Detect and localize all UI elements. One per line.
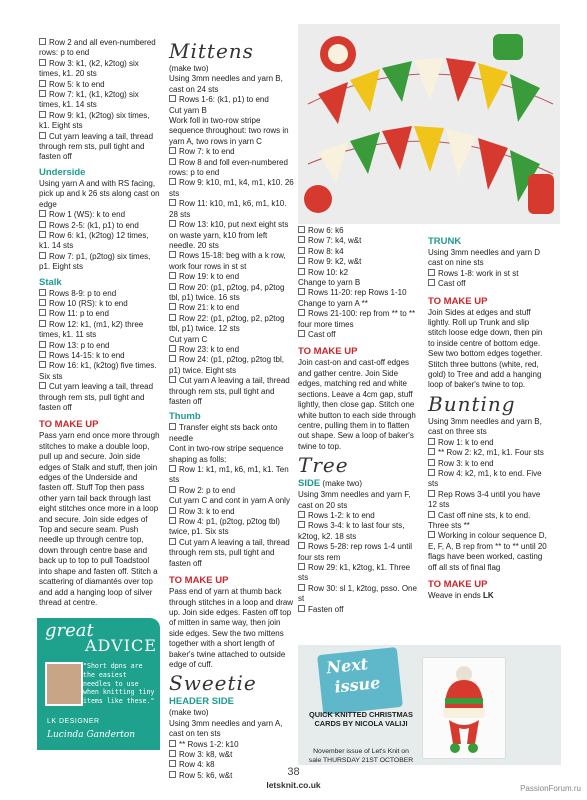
final-make-up-heading: TO MAKE UP — [428, 578, 488, 590]
row-text: Cast off — [438, 279, 466, 289]
pattern-row — [39, 132, 161, 163]
pattern-row — [169, 272, 295, 282]
row-text: Cast off nine sts, k to end. Three sts ** — [428, 510, 531, 530]
pattern-row — [169, 251, 295, 272]
row-text: Rows 5-28: rep rows 1-4 until four sts rem — [298, 542, 413, 562]
pattern-row — [169, 147, 295, 157]
checkbox-icon — [428, 448, 435, 455]
row-text: Row 1 (WS): k to end — [49, 210, 126, 220]
pattern-row — [298, 563, 420, 584]
pattern-row — [298, 330, 420, 340]
row-text: Row 3: k1, (k2, k2tog) six times, k1. 20 sts — [39, 58, 139, 79]
checkbox-icon — [298, 605, 305, 612]
great-advice-box — [37, 618, 160, 750]
pattern-row — [39, 231, 161, 252]
checkbox-icon — [298, 226, 305, 233]
sweetie-title: Sweetie — [169, 671, 257, 696]
checkbox-icon — [39, 210, 46, 217]
row-text: Cut yarn leaving a tail, thread through rem sts, pull tight and fasten off — [39, 382, 154, 412]
checkbox-icon — [39, 289, 46, 296]
bunting-title: Bunting — [428, 391, 516, 416]
checkbox-icon — [428, 459, 435, 466]
pattern-row — [39, 351, 161, 361]
row-text: Using 3mm needles and yarn B, cast on three sts — [428, 416, 542, 437]
column-3 — [298, 226, 420, 615]
side-heading: SIDE — [298, 478, 321, 490]
page-number: 38 — [287, 766, 300, 778]
row-text: Rows 14-15: k to end — [49, 350, 125, 360]
checkbox-icon — [298, 268, 305, 275]
pattern-row — [169, 444, 295, 465]
row-text: Cut yarn B — [169, 105, 207, 115]
row-text: Rows 15-18: beg with a k row, work four rows in st st — [169, 251, 286, 271]
checkbox-icon — [298, 511, 305, 518]
pattern-row — [169, 220, 295, 251]
row-text: Row 20: (p1, p2tog, p4, p2tog tbl, p1) twice. 16 sts — [169, 282, 285, 302]
row-text: Row 3: k to end — [179, 506, 235, 516]
pattern-row — [39, 80, 161, 90]
row-text: Cut yarn C — [169, 334, 208, 344]
row-text: Using 3mm needles and yarn A, cast on ten sts — [169, 718, 283, 739]
pattern-row — [169, 740, 295, 750]
checkbox-icon — [428, 531, 435, 538]
row-text: Cut yarn leaving a tail, thread through rem sts, pull tight and fasten off — [39, 131, 154, 162]
row-text: Row 19: k to end — [179, 272, 240, 282]
next-issue-badge — [317, 647, 403, 715]
checkbox-icon — [169, 272, 176, 279]
pattern-row — [39, 309, 161, 319]
checkbox-icon — [298, 257, 305, 264]
pattern-row — [39, 252, 161, 273]
checkbox-icon — [169, 465, 176, 472]
pattern-row — [428, 531, 550, 573]
pattern-row — [169, 486, 295, 496]
advice-word: ADVICE — [85, 636, 157, 655]
bunting-illustration — [298, 24, 560, 224]
checkbox-icon — [39, 132, 46, 139]
pattern-row — [298, 278, 420, 288]
next-issue-promo — [298, 645, 561, 765]
row-text: Row 1: k1, m1, k6, m1, k1. Ten sts — [169, 465, 289, 485]
checkbox-icon — [169, 199, 176, 206]
pattern-row — [169, 750, 295, 760]
issue-label: issue — [333, 672, 382, 697]
row-text: Row 8: k4 — [308, 246, 344, 256]
row-text: Row 7: p1, (p2tog) six times, p1. Eight sts — [39, 251, 151, 272]
row-text: (make two) — [169, 708, 209, 718]
row-text: Rep Rows 3-4 until you have 12 sts — [428, 489, 541, 510]
checkbox-icon — [298, 521, 305, 528]
checkbox-icon — [39, 351, 46, 358]
pattern-row — [298, 584, 420, 605]
row-text: Row 13: p to end — [49, 340, 110, 350]
advice-great: great — [45, 620, 94, 641]
pattern-row — [169, 178, 295, 199]
thumb-heading: Thumb — [169, 411, 201, 423]
checkbox-icon — [169, 355, 176, 362]
checkbox-icon — [428, 279, 435, 286]
pattern-row — [169, 507, 295, 517]
checkbox-icon — [298, 584, 305, 591]
checkbox-icon — [428, 490, 435, 497]
tree-side-rows — [298, 490, 420, 615]
pattern-row — [169, 158, 295, 179]
row-text: Using 3mm needles and yarn F, cast on 20 sts — [298, 490, 411, 510]
row-text: (make two) — [169, 64, 209, 73]
row-text: Cut yarn C and cont in yarn A only — [169, 496, 290, 506]
checkbox-icon — [169, 345, 176, 352]
checkbox-icon — [169, 303, 176, 310]
bunting-rows — [428, 417, 550, 573]
row-text: Row 10 (RS): k to end — [49, 298, 128, 308]
row-text: Row 7: k to end — [179, 147, 235, 157]
row-text: Using 3mm needles and yarn D cast on nine sts — [428, 248, 541, 268]
stalk-rows — [39, 289, 161, 414]
pattern-row — [428, 417, 550, 438]
pattern-row — [169, 116, 295, 147]
row-text: Change to yarn B — [298, 278, 361, 288]
row-text: Rows 3-4: k to last four sts, k2tog, k2. 18 sts — [298, 521, 405, 541]
row-text: Rows 2-5: (k1, p1) to end — [49, 220, 139, 230]
pattern-row — [428, 459, 550, 469]
pattern-row — [169, 283, 295, 304]
row-text: Rows 1-6: (k1, p1) to end — [179, 95, 269, 105]
checkbox-icon — [169, 376, 176, 383]
row-text: Row 9: k1, (k2tog) six times, k1. Eight sts — [39, 110, 150, 131]
pattern-row — [428, 469, 550, 490]
row-text: Row 6: k6 — [308, 226, 344, 235]
pattern-row — [39, 111, 161, 132]
trunk-heading: TRUNK — [428, 236, 462, 247]
pattern-row — [298, 521, 420, 542]
mittens-title: Mittens — [169, 39, 254, 63]
pattern-row — [39, 289, 161, 299]
side-note: (make two) — [322, 479, 362, 489]
checkbox-icon — [39, 80, 46, 87]
row-text: Rows 11-20: rep Rows 1-10 — [308, 288, 407, 298]
checkbox-icon — [39, 320, 46, 327]
row-text: Transfer eight sts back onto needle — [169, 423, 278, 443]
pattern-row — [428, 511, 550, 532]
header-side-heading: HEADER SIDE — [169, 696, 234, 708]
pattern-row — [298, 605, 420, 615]
checkbox-icon — [169, 740, 176, 747]
row-text: Change to yarn A ** — [298, 298, 368, 308]
row-text: Cut yarn A leaving a tail, thread through rem sts, pull tight and fasten off — [169, 376, 290, 406]
pattern-row — [169, 314, 295, 335]
row-text: Row 4: k8 — [179, 760, 215, 770]
advice-quote: "Short dpns are the easiest needles to use when knitting tiny items like these." — [83, 662, 155, 706]
row-text: Row 4: p1, (p2tog, p2tog tbl) twice, p1. Six sts — [169, 517, 280, 537]
checkbox-icon — [39, 231, 46, 238]
pattern-row — [428, 269, 550, 279]
checkbox-icon — [169, 158, 176, 165]
row-text: Row 16: k1, (k2tog) five times. Six sts — [39, 361, 157, 381]
row-text: Cont in two-row stripe sequence shaping as folls: — [169, 444, 284, 464]
pattern-row — [298, 236, 420, 246]
row-text: Cut yarn A leaving a tail, thread through rem sts, pull tight and fasten off — [169, 537, 290, 568]
make-up-text: Join cast-on and cast-off edges and gather centre. Join Side edges, matching red and white sections. Leave a 4cm gap, stuff lightly, then close gap. Stitch one white button to each side through centre, pulling them in to flatten out shape. Sew a loop of baker's twine to top. — [298, 358, 416, 451]
stalk-heading: Stalk — [39, 276, 62, 288]
row-text: Row 23: k to end — [179, 344, 240, 354]
pattern-row — [298, 257, 420, 267]
checkbox-icon — [39, 38, 46, 45]
pattern-row — [169, 64, 295, 74]
pattern-row — [39, 382, 161, 413]
pattern-row — [169, 423, 295, 444]
checkbox-icon — [428, 511, 435, 518]
checkbox-icon — [298, 288, 305, 295]
row-text: Rows 8-9: p to end — [49, 288, 117, 298]
pattern-row — [428, 438, 550, 448]
pattern-row — [298, 247, 420, 257]
pattern-row — [298, 226, 420, 236]
row-text: Row 7: k4, w&t — [308, 236, 362, 246]
tree-title: Tree — [298, 453, 349, 478]
checkbox-icon — [169, 178, 176, 185]
checkbox-icon — [428, 269, 435, 276]
pattern-row — [169, 74, 295, 95]
pattern-row — [169, 376, 295, 407]
next-label: Next — [325, 654, 369, 678]
pattern-row — [169, 95, 295, 105]
designer-label: LK DESIGNER — [47, 718, 100, 725]
checkbox-icon — [39, 309, 46, 316]
checkbox-icon — [428, 438, 435, 445]
website-url: letsknit.co.uk — [266, 780, 321, 790]
checkbox-icon — [298, 330, 305, 337]
checkbox-icon — [39, 382, 46, 389]
checkbox-icon — [298, 542, 305, 549]
row-text: Row 5: k6, w&t — [179, 770, 233, 780]
row-text: Row 30: sl 1, k2tog, psso. One st — [298, 583, 417, 604]
watermark: PassionForum.ru — [520, 784, 581, 793]
thumb-rows — [169, 423, 295, 569]
row-text: ** Row 2: k2, m1, k1. Four sts — [438, 448, 544, 458]
final-text: Weave in ends — [428, 590, 481, 600]
checkbox-icon — [298, 309, 305, 316]
row-text: Rows 1-8: work in st st — [438, 268, 519, 278]
pattern-row — [428, 490, 550, 511]
pattern-row — [39, 341, 161, 351]
make-up-text: Join Sides at edges and stuff lightly. Roll up Trunk and slip stitch loose edge down, then pin to inside centre of bottom edge. Sew two bottom edges together. Stitch three buttons (white, red, gold) to Tree and add a hanging loop of baker's twine to top. — [428, 307, 543, 390]
make-up-heading: TO MAKE UP — [298, 346, 358, 358]
pattern-row — [298, 490, 420, 511]
pattern-row — [39, 299, 161, 309]
row-text: Work foll in two-row stripe sequence throughout: two rows in yarn A, two rows in yarn C — [169, 116, 289, 146]
trunk-rows — [428, 248, 550, 290]
row-text: Using 3mm needles and yarn B, cast on 24 sts — [169, 74, 283, 94]
pattern-row — [169, 719, 295, 740]
make-up-text: Pass yarn end once more through stitches to make a double loop, pull up and secure. Join side edges of Stalk and stuff, then join edges of the Underside and fasten off. Stuff Top then pass other yarn tail back through last eight stitches once more in a loop and secure. Join side edges of Top and secure seam. Push needle up through centre top, down through centre base and back up to top to pull Toadstool into shape and fasten off. Stitch a scattering of diamantés over top and add a hanging loop of silver thread at centre. — [39, 431, 160, 607]
underside-heading: Underside — [39, 166, 86, 178]
underside-rows — [39, 179, 161, 273]
pattern-row — [298, 299, 420, 309]
row-text: Row 3: k to end — [438, 458, 494, 468]
checkbox-icon — [39, 90, 46, 97]
pattern-row — [169, 496, 295, 506]
column-2 — [169, 38, 295, 781]
lk-sign: LK — [483, 590, 494, 600]
row-text: Row 21: k to end — [179, 303, 240, 313]
checkbox-icon — [169, 314, 176, 321]
pattern-row — [428, 248, 550, 269]
checkbox-icon — [169, 750, 176, 757]
make-up-heading: TO MAKE UP — [428, 295, 488, 307]
row-text: Cast off — [308, 330, 336, 340]
checkbox-icon — [169, 538, 176, 545]
checkbox-icon — [298, 247, 305, 254]
hat-scarf-illustration — [423, 658, 505, 758]
checkbox-icon — [298, 563, 305, 570]
designer-name: Lucinda Ganderton — [47, 730, 136, 740]
make-up-heading: TO MAKE UP — [39, 419, 99, 431]
pattern-row — [298, 511, 420, 521]
mittens-rows — [169, 64, 295, 407]
row-text: Row 6: k1, (k2tog) 12 times, k1. 14 sts — [39, 230, 149, 251]
row-text: Rows 21-100: rep from ** to ** four more times — [298, 309, 416, 329]
pattern-row — [298, 542, 420, 563]
pattern-row — [298, 288, 420, 298]
designer-avatar — [45, 662, 83, 706]
pattern-row — [169, 708, 295, 718]
promo-headline: QUICK KNITTED CHRISTMAS CARDS BY NICOLA VALIJI — [309, 710, 413, 729]
sweetie-rows — [298, 226, 420, 340]
pattern-row — [169, 106, 295, 116]
checkbox-icon — [169, 95, 176, 102]
row-text: Row 24: (p1, p2tog, p2tog tbl, p1) twice. Eight sts — [169, 355, 284, 375]
make-up-text: Pass end of yarn at thumb back through stitches in a loop and draw up. Join side edges. Fasten off top of mitten in same way, then join side edges. Sew the two mittens together with a short length of baker's twine attached to outside edge of cuff. — [169, 587, 294, 669]
pattern-row — [298, 268, 420, 278]
row-text: Row 4: k2, m1, k to end. Five sts — [428, 468, 542, 489]
bunting-photo — [298, 24, 560, 224]
checkbox-icon — [169, 283, 176, 290]
row-text: Row 2: p to end — [179, 485, 236, 495]
pattern-row — [39, 90, 161, 111]
row-text: Row 11: k10, m1, k6, m1, k10. 28 sts — [169, 199, 287, 219]
row-text: Row 11: p to end — [49, 309, 109, 319]
checkbox-icon — [39, 341, 46, 348]
checkbox-icon — [428, 469, 435, 476]
checkbox-icon — [169, 147, 176, 154]
pattern-row — [169, 345, 295, 355]
pattern-row — [39, 320, 161, 341]
pattern-row — [39, 221, 161, 231]
checkbox-icon — [39, 111, 46, 118]
row-text: Rows 1-2: k to end — [308, 510, 375, 520]
checkbox-icon — [169, 507, 176, 514]
checkbox-icon — [298, 236, 305, 243]
pattern-row — [169, 355, 295, 376]
pattern-row — [39, 59, 161, 80]
checkbox-icon — [39, 361, 46, 368]
pattern-row — [169, 517, 295, 538]
column-4 — [428, 236, 550, 601]
pattern-row — [169, 303, 295, 313]
pattern-row — [428, 279, 550, 289]
row-text: Row 2 and all even-numbered rows: p to end — [39, 38, 156, 58]
row-text: Row 7: k1, (k1, k2tog) six times, k1. 14 sts — [39, 90, 139, 110]
row-text: Row 3: k8, w&t — [179, 749, 233, 759]
intro-rows — [39, 38, 161, 163]
row-text: Using yarn A and with RS facing, pick up and k 26 sts along cast on edge — [39, 178, 160, 209]
checkbox-icon — [39, 59, 46, 66]
row-text: Row 9: k2, w&t — [308, 257, 362, 267]
row-text: Row 12: k1, (m1, k2) three times, k1. 11 sts — [39, 319, 144, 340]
row-text: Row 5: k to end — [49, 79, 105, 89]
row-text: Row 10: k2 — [308, 267, 349, 277]
pattern-row — [169, 335, 295, 345]
row-text: Row 8 and foll even-numbered rows: p to end — [169, 157, 288, 178]
checkbox-icon — [169, 220, 176, 227]
pattern-row — [39, 179, 161, 210]
checkbox-icon — [39, 299, 46, 306]
checkbox-icon — [39, 252, 46, 259]
row-text: Row 29: k1, k2tog, k1. Three sts — [298, 562, 411, 583]
make-up-heading: TO MAKE UP — [169, 575, 229, 587]
pattern-row — [169, 199, 295, 220]
row-text: Row 22: (p1, p2tog, p2, p2tog tbl, p1) twice. 12 sts — [169, 313, 285, 334]
row-text: Row 9: k10, m1, k4, m1, k10. 26 sts — [169, 178, 294, 198]
pattern-row — [39, 210, 161, 220]
promo-subtext: November issue of Let's Knit on sale THURSDAY 21ST OCTOBER — [308, 748, 414, 764]
row-text: ** Rows 1-2: k10 — [179, 739, 239, 749]
checkbox-icon — [39, 221, 46, 228]
pattern-row — [39, 361, 161, 382]
pattern-row — [428, 448, 550, 458]
row-text: Row 1: k to end — [438, 437, 494, 447]
row-text: Fasten off — [308, 604, 344, 614]
checkbox-icon — [169, 423, 176, 430]
pattern-row — [169, 538, 295, 569]
column-1 — [39, 38, 161, 608]
checkbox-icon — [169, 251, 176, 258]
christmas-card-image — [422, 657, 506, 759]
row-text: Row 13: k10, put next eight sts on waste yarn, k10 from left needle. 20 sts — [169, 220, 289, 250]
pattern-row — [298, 309, 420, 330]
checkbox-icon — [169, 486, 176, 493]
checkbox-icon — [169, 517, 176, 524]
row-text: Working in colour sequence D, E, F, A, B rep from ** to ** until 20 flags have been worked, casting off all sts of final flag — [428, 531, 547, 572]
pattern-row — [39, 38, 161, 59]
pattern-row — [169, 465, 295, 486]
